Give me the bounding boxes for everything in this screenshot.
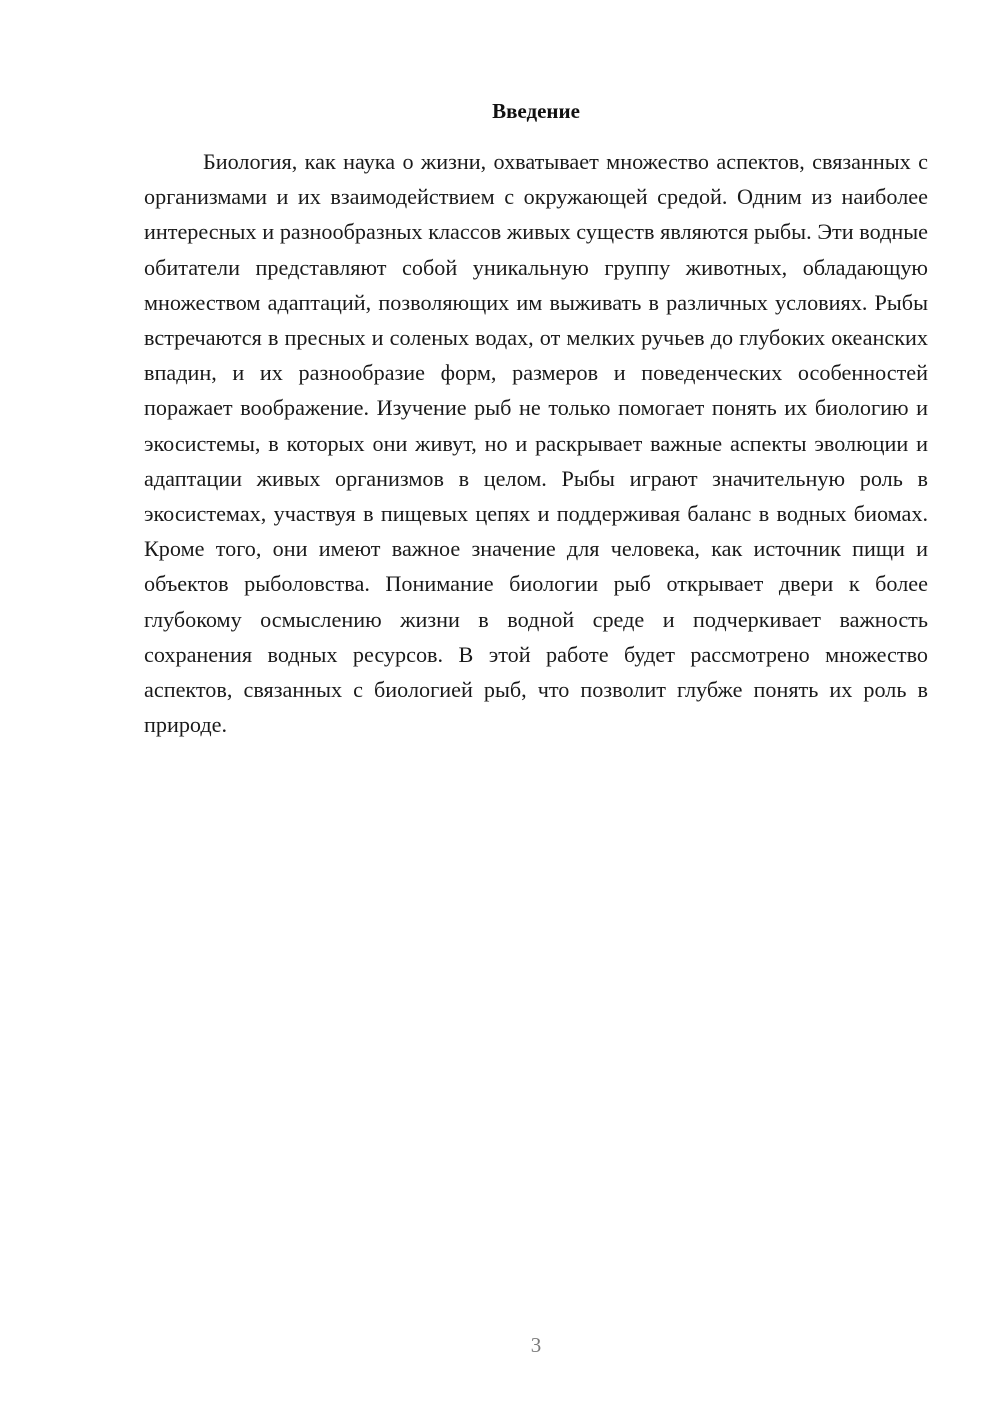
body-paragraph: Биология, как наука о жизни, охватывает множество аспектов, связанных с организмами и их взаимодействием с окружающей средой. Одним из наиболее интересных и разнообразных классов живых существ являются рыбы. Эти водные обитатели представляют собой уникальную группу животных, обладающую множеством адаптаций, позволяющих им выживать в различных условиях. Рыбы встречаются в пресных и соленых водах, от мелких ручьев до глубоких океанских впадин, и их разнообразие форм, размеров и поведенческих особенностей поражает воображение. Изучение рыб не только помогает понять их биологию и экосистемы, в которых они живут, но и раскрывает важные аспекты эволюции и адаптации живых организмов в целом. Рыбы играют значительную роль в экосистемах, участвуя в пищевых цепях и поддерживая баланс в водных биомах. Кроме того, они имеют важное значение для человека, как источник пищи и объектов рыболовства. Понимание биологии рыб открывает двери к более глубокому осмыслению жизни в водной среде и подчеркивает важность сохранения водных ресурсов. В этой работе будет рассмотрено множество аспектов, связанных с биологией рыб, что позволит глубже понять их роль в природе. (144, 149, 928, 738)
page-number: 3 (530, 1333, 542, 1357)
section-heading: Введение (492, 99, 580, 123)
